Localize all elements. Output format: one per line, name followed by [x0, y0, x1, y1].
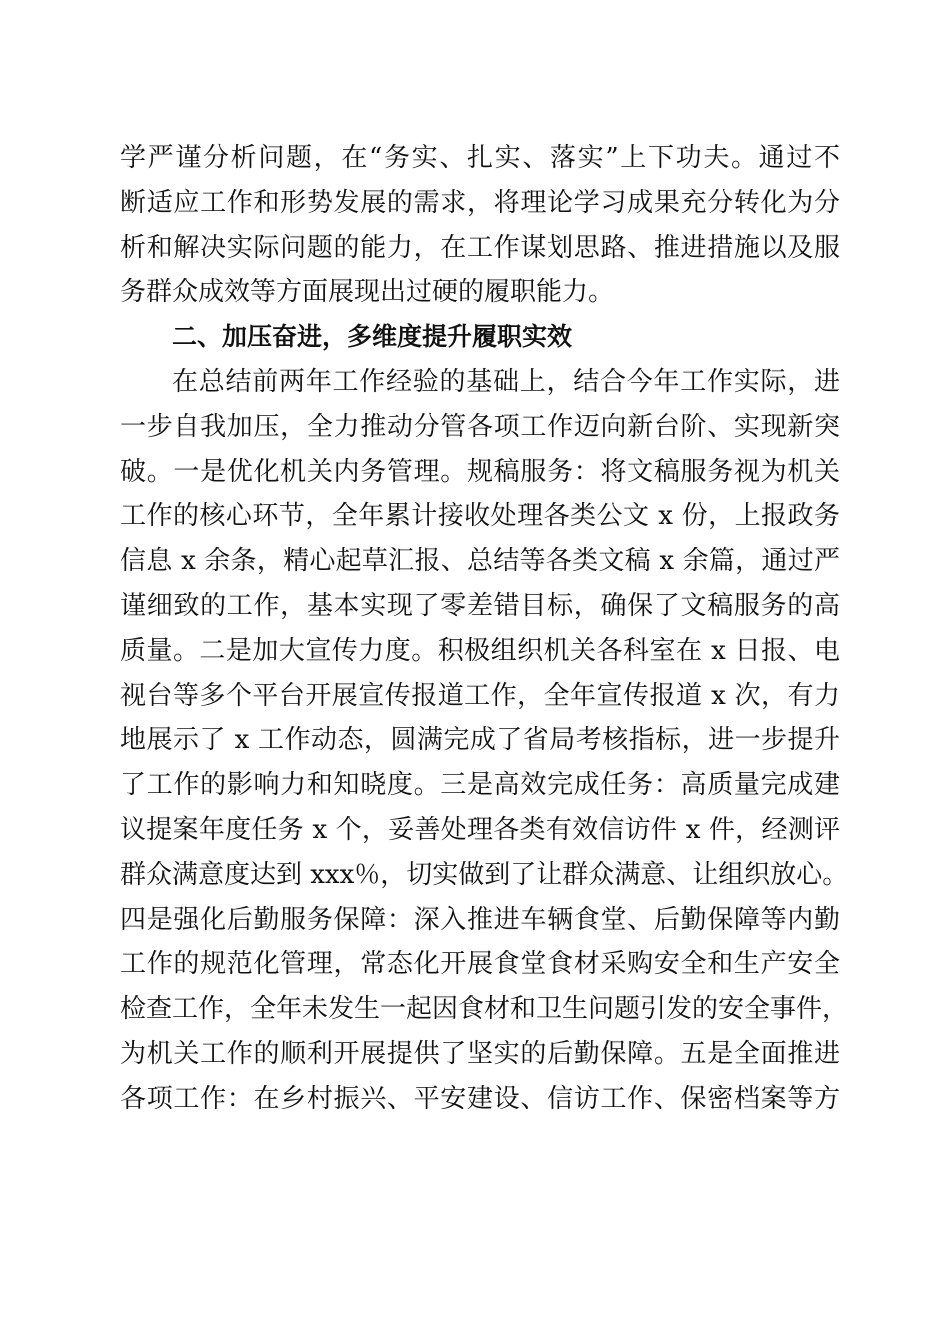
text-line: 务群众成效等方面展现出过硬的履职能力。	[120, 277, 615, 308]
text-line: 断适应工作和形势发展的需求，将理论学习成果充分转化为分	[120, 187, 840, 218]
text-line: 在总结前两年工作经验的基础上，结合今年工作实际，进	[172, 366, 840, 397]
text-line: 破。一是优化机关内务管理。规稿服务：将文稿服务视为机关	[120, 456, 840, 487]
text-line: 群众满意度达到 xxx％，切实做到了让群众满意、让组织放心。	[120, 859, 849, 890]
text-line: 视台等多个平台开展宣传报道工作，全年宣传报道 x 次，有力	[120, 680, 840, 711]
text-line: 四是强化后勤服务保障：深入推进车辆食堂、后勤保障等内勤	[120, 904, 840, 935]
document-page	[120, 136, 849, 1122]
paragraph-continuation	[120, 136, 840, 315]
text-line: 谨细致的工作，基本实现了零差错目标，确保了文稿服务的高	[120, 590, 840, 621]
text-line: 议提案年度任务 x 个，妥善处理各类有效信访件 x 件，经测评	[120, 814, 840, 845]
paragraph-body	[120, 360, 849, 1122]
text-line: 学严谨分析问题，在“务实、扎实、落实”上下功夫。通过不	[120, 143, 840, 173]
text-line: 地展示了 x 工作动态，圆满完成了省局考核指标，进一步提升	[120, 725, 840, 756]
text-line: 质量。二是加大宣传力度。积极组织机关各科室在 x 日报、电	[120, 635, 840, 666]
text-line: 工作的规范化管理，常态化开展食堂食材采购安全和生产安全	[120, 949, 840, 980]
text-line: 为机关工作的顺利开展提供了坚实的后勤保障。五是全面推进	[120, 1038, 840, 1069]
text-line: 各项工作：在乡村振兴、平安建设、信访工作、保密档案等方	[120, 1083, 840, 1114]
text-line: 信息 x 余条，精心起草汇报、总结等各类文稿 x 余篇，通过严	[120, 546, 840, 577]
text-line: 了工作的影响力和知晓度。三是高效完成任务：高质量完成建	[120, 770, 840, 801]
section-heading: 二、加压奋进，多维度提升履职实效	[172, 322, 573, 352]
text-line: 析和解决实际问题的能力，在工作谋划思路、推进措施以及服	[120, 232, 840, 263]
text-line: 一步自我加压，全力推动分管各项工作迈向新台阶、实现新突	[120, 411, 840, 442]
text-line: 检查工作，全年未发生一起因食材和卫生问题引发的安全事件，	[120, 994, 849, 1025]
text-line: 工作的核心环节，全年累计接收处理各类公文 x 份，上报政务	[120, 501, 840, 532]
